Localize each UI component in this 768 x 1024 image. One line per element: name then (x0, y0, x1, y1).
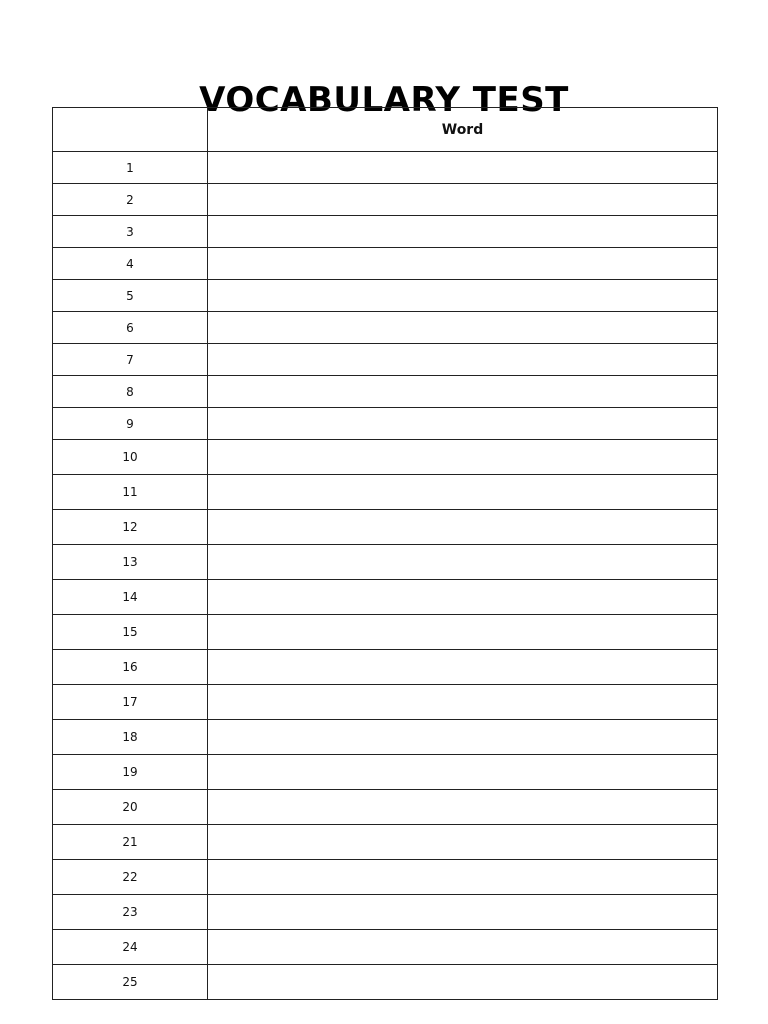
row-number: 7 (53, 344, 208, 376)
row-number: 3 (53, 216, 208, 248)
word-answer-cell[interactable] (208, 860, 718, 895)
row-number: 2 (53, 184, 208, 216)
row-number: 17 (53, 685, 208, 720)
word-answer-cell[interactable] (208, 184, 718, 216)
table-row (53, 248, 718, 280)
word-answer-cell[interactable] (208, 510, 718, 545)
word-answer-cell[interactable] (208, 895, 718, 930)
row-number: 5 (53, 280, 208, 312)
row-number: 25 (53, 965, 208, 1000)
row-number: 16 (53, 650, 208, 685)
word-column-header: Word (208, 108, 718, 152)
word-answer-cell[interactable] (208, 248, 718, 280)
word-answer-cell[interactable] (208, 376, 718, 408)
word-answer-cell[interactable] (208, 755, 718, 790)
row-number: 4 (53, 248, 208, 280)
table-row (53, 545, 718, 580)
word-answer-cell[interactable] (208, 440, 718, 475)
row-number: 9 (53, 408, 208, 440)
word-answer-cell[interactable] (208, 720, 718, 755)
row-number: 19 (53, 755, 208, 790)
table-row (53, 650, 718, 685)
word-answer-cell[interactable] (208, 545, 718, 580)
table-row (53, 312, 718, 344)
row-number: 21 (53, 825, 208, 860)
word-answer-cell[interactable] (208, 965, 718, 1000)
word-answer-cell[interactable] (208, 344, 718, 376)
row-number: 18 (53, 720, 208, 755)
table-row (53, 790, 718, 825)
row-number: 13 (53, 545, 208, 580)
row-number: 20 (53, 790, 208, 825)
table-header-row (53, 108, 718, 152)
word-answer-cell[interactable] (208, 475, 718, 510)
row-number: 24 (53, 930, 208, 965)
table-body (53, 152, 718, 1000)
table-row (53, 376, 718, 408)
row-number: 8 (53, 376, 208, 408)
table-row (53, 440, 718, 475)
table-row (53, 615, 718, 650)
table-row (53, 510, 718, 545)
page-title: VOCABULARY TEST (199, 79, 569, 120)
table-row (53, 152, 718, 184)
table-row (53, 895, 718, 930)
row-number: 15 (53, 615, 208, 650)
row-number: 1 (53, 152, 208, 184)
word-answer-cell[interactable] (208, 790, 718, 825)
word-answer-cell[interactable] (208, 650, 718, 685)
row-number: 6 (53, 312, 208, 344)
table-row (53, 930, 718, 965)
row-number: 11 (53, 475, 208, 510)
vocabulary-table (52, 107, 718, 1000)
row-number: 14 (53, 580, 208, 615)
row-number: 12 (53, 510, 208, 545)
word-answer-cell[interactable] (208, 216, 718, 248)
word-answer-cell[interactable] (208, 152, 718, 184)
table-row (53, 408, 718, 440)
row-number: 22 (53, 860, 208, 895)
table-row (53, 216, 718, 248)
table-row (53, 825, 718, 860)
table-row (53, 755, 718, 790)
table-row (53, 580, 718, 615)
table-row (53, 965, 718, 1000)
table-row (53, 860, 718, 895)
table-row (53, 280, 718, 312)
word-answer-cell[interactable] (208, 615, 718, 650)
word-answer-cell[interactable] (208, 280, 718, 312)
number-column-header (53, 108, 208, 152)
table-row (53, 184, 718, 216)
table-row (53, 685, 718, 720)
word-answer-cell[interactable] (208, 408, 718, 440)
row-number: 23 (53, 895, 208, 930)
table-row (53, 344, 718, 376)
table-row (53, 720, 718, 755)
word-answer-cell[interactable] (208, 580, 718, 615)
word-answer-cell[interactable] (208, 930, 718, 965)
table-row (53, 475, 718, 510)
row-number: 10 (53, 440, 208, 475)
word-answer-cell[interactable] (208, 685, 718, 720)
word-answer-cell[interactable] (208, 312, 718, 344)
word-answer-cell[interactable] (208, 825, 718, 860)
